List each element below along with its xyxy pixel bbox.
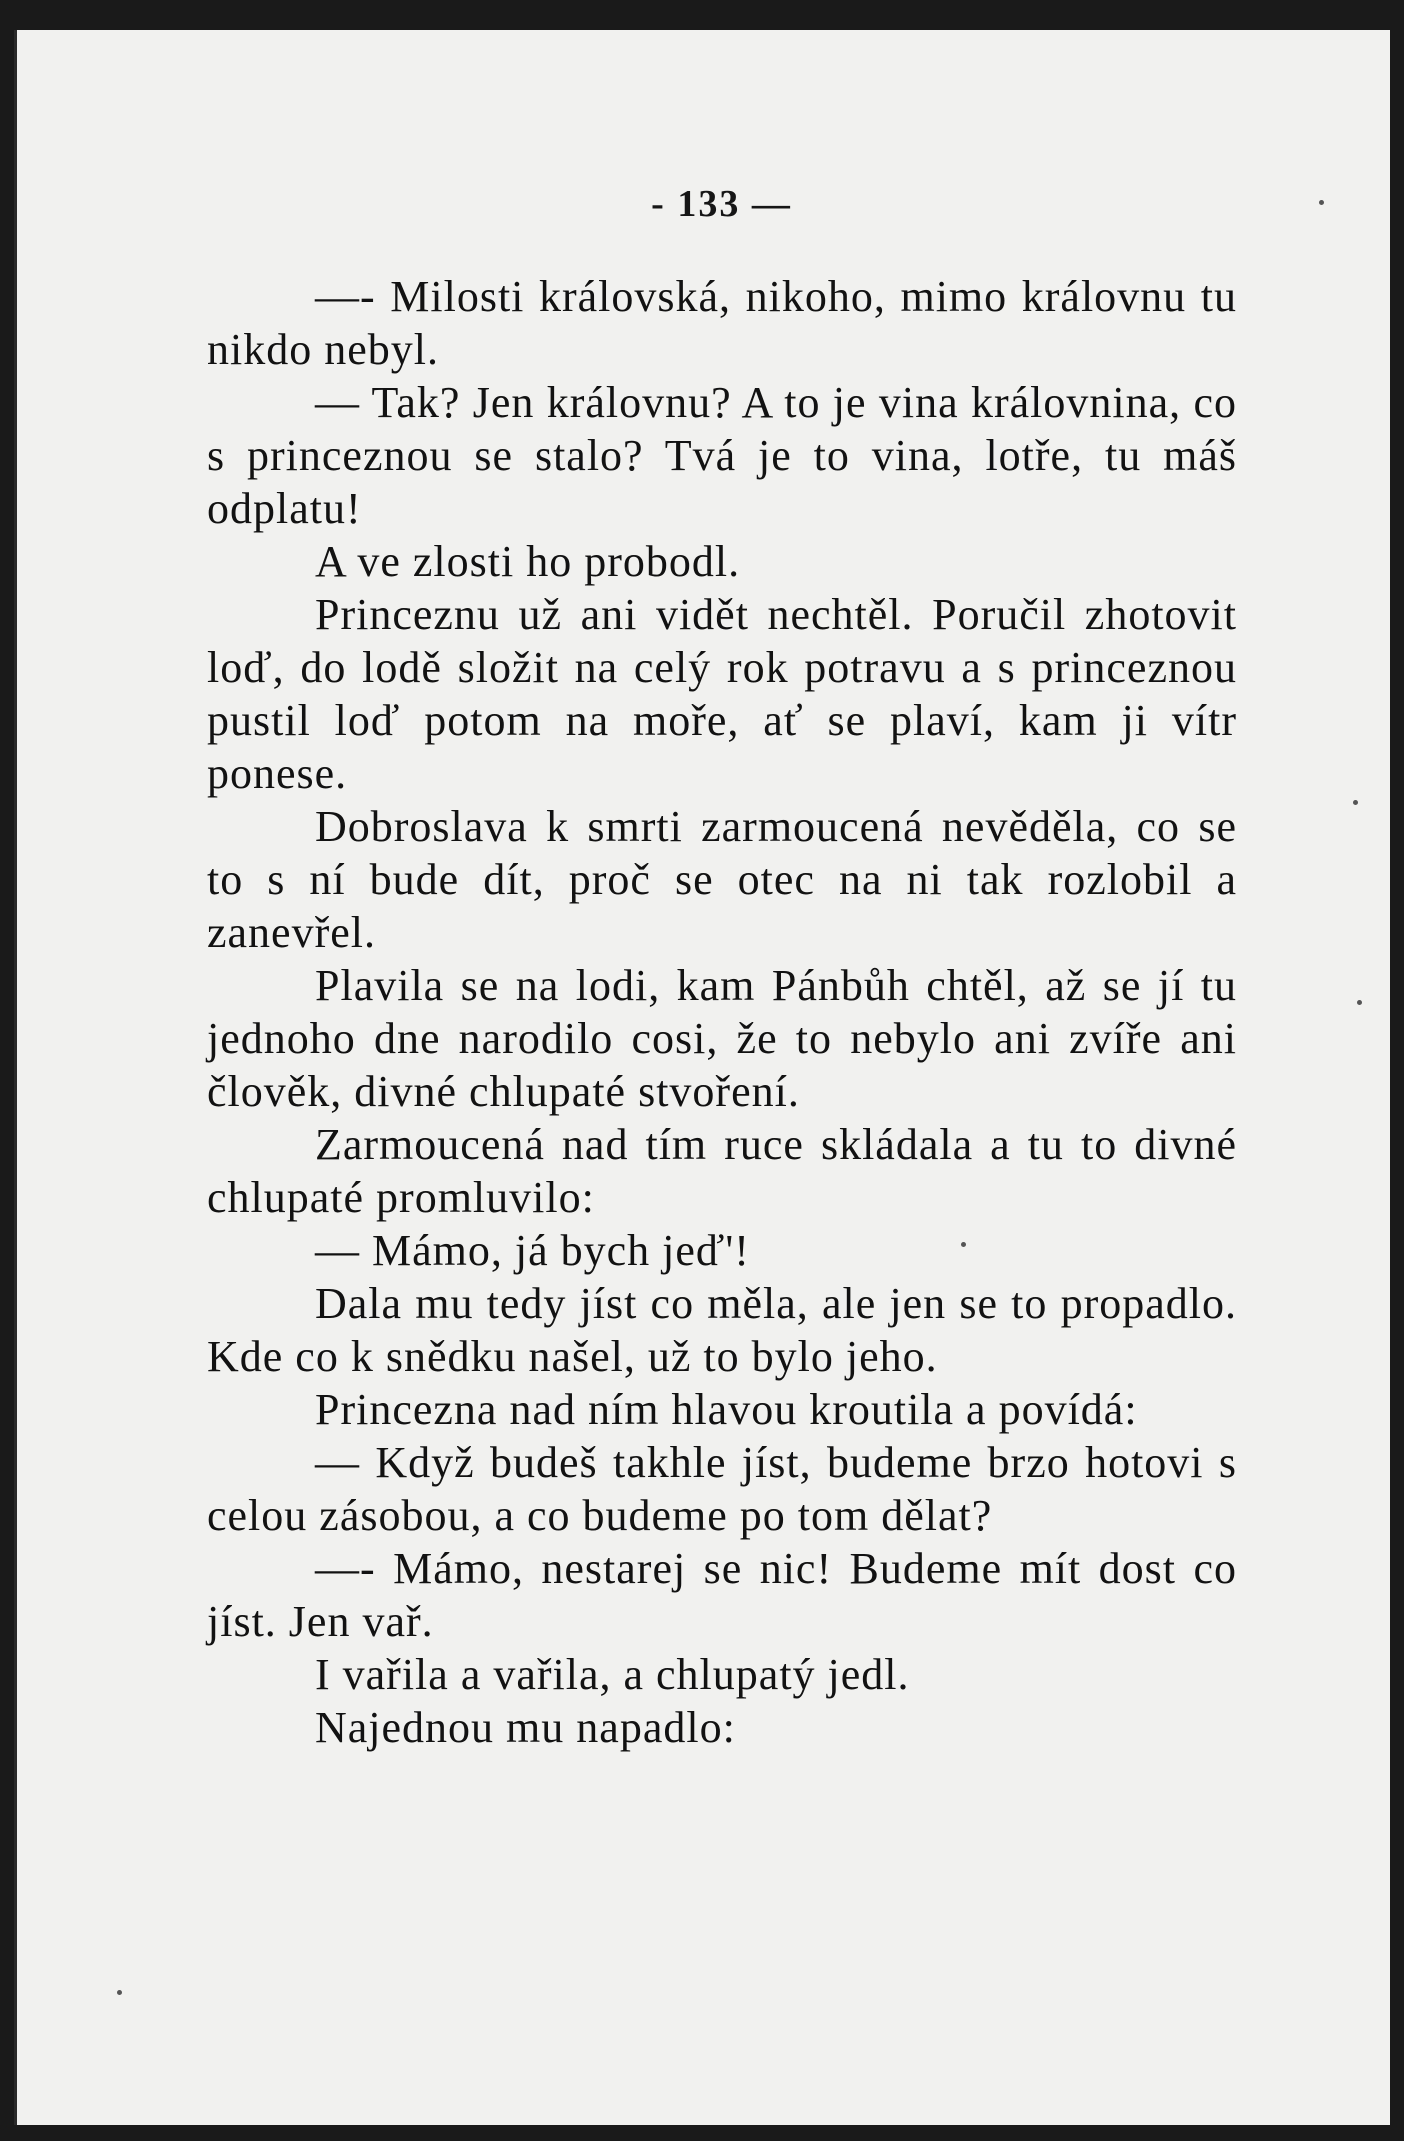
- paragraph: — Tak? Jen královnu? A to je vina královnina, co s princeznou se stalo? Tvá je to vina, lotře, tu máš odplatu!: [207, 378, 1237, 533]
- paper-speck: [1357, 1000, 1362, 1005]
- paragraph: —- Milosti královská, nikoho, mimo královnu tu nikdo nebyl.: [207, 272, 1237, 374]
- paragraph: Plavila se na lodi, kam Pánbůh chtěl, až se jí tu jednoho dne narodilo cosi, že to nebylo ani zvíře ani člověk, divné chlupaté stvoření.: [207, 961, 1237, 1116]
- book-page: [14, 30, 1390, 2125]
- paragraph: — Když budeš takhle jíst, budeme brzo hotovi s celou zásobou, a co budeme po tom dělat?: [207, 1438, 1237, 1540]
- paragraph: — Mámo, já bych jeď'!: [315, 1226, 750, 1275]
- paragraph: Princezna nad ním hlavou kroutila a povídá:: [315, 1385, 1138, 1434]
- paragraph: A ve zlosti ho probodl.: [315, 537, 741, 586]
- paragraph: Dobroslava k smrti zarmoucená nevěděla, co se to s ní bude dít, proč se otec na ni tak rozlobil a zanevřel.: [207, 802, 1237, 957]
- paragraph: Princeznu už ani vidět nechtěl. Poručil zhotovit loď, do lodě složit na celý rok potravu a s princeznou pustil loď potom na moře, ať se plaví, kam ji vítr ponese.: [207, 590, 1237, 798]
- paragraph: Dala mu tedy jíst co měla, ale jen se to propadlo. Kde co k snědku našel, už to bylo jeho.: [207, 1279, 1237, 1381]
- paragraph: I vařila a vařila, a chlupatý jedl.: [315, 1650, 910, 1699]
- paragraph: Najednou mu napadlo:: [315, 1703, 736, 1752]
- paper-speck: [1353, 800, 1358, 805]
- paragraph: Zarmoucená nad tím ruce skládala a tu to divné chlupaté promluvilo:: [207, 1120, 1237, 1222]
- paragraph: —- Mámo, nestarej se nic! Budeme mít dost co jíst. Jen vař.: [207, 1544, 1237, 1646]
- paper-speck: [961, 1242, 966, 1247]
- page-number: - 133 —: [651, 183, 792, 225]
- paper-speck: [1319, 200, 1324, 205]
- paper-speck: [117, 1990, 122, 1995]
- body-text: [207, 270, 1237, 1754]
